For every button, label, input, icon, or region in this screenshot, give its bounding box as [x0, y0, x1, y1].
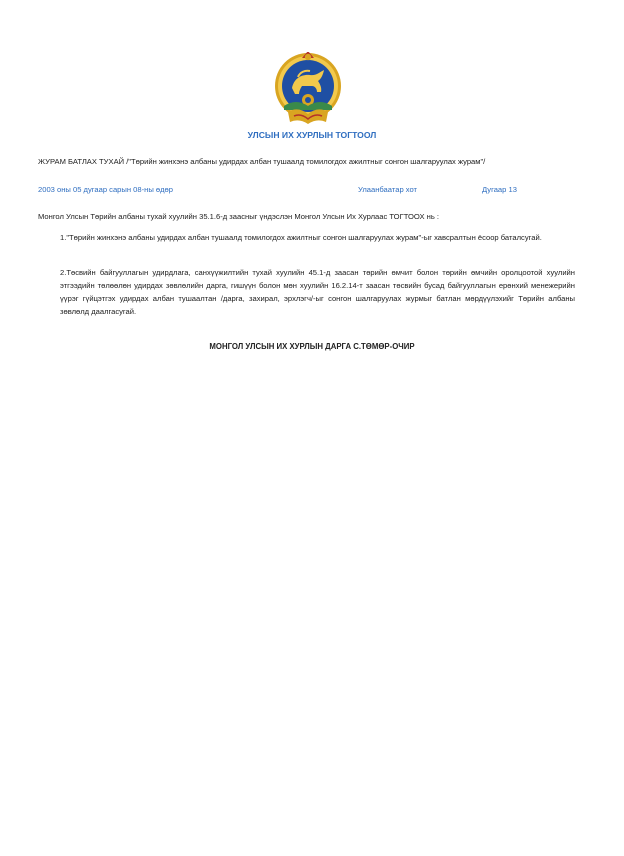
signature-line: МОНГОЛ УЛСЫН ИХ ХУРЛЫН ДАРГА С.ТӨМӨР-ОЧИР [209, 342, 415, 351]
document-heading: УЛСЫН ИХ ХУРЛЫН ТОГТООЛ [247, 130, 377, 140]
resolution-item-2: 2.Төсвийн байгууллагын удирдлага, санхүүжилтийн тухай хуулийн 45.1-д заасан төрийн өмчит болон төрийн өмчийн оролцоотой хуулийн этгээдийн төлөөлөн удирдах зөвлөлийн дарга, гишүүн болон мөн хуулийн 16.2.14-т заасан төсвийн бусад байгууллагын ерөнхий менежерийн үүрэг гүйцэтгэх удирдах албан тушаалтан /дарга, захирал, эрхлэгч/-ыг сонгон шалгаруулах журмыг батлан мөрдүүлэхийг Төрийн албаны зөвлөлд даалгасугай. [60, 268, 575, 316]
document-place: Улаанбаатар хот [358, 185, 418, 194]
intro-paragraph: Монгол Улсын Төрийн албаны тухай хуулийн 35.1.6-д заасныг үндэслэн Монгол Улсын Их Хурлаас ТОГТООХ нь : [38, 212, 440, 221]
state-emblem-icon [272, 52, 344, 128]
resolution-item-1: 1."Төрийн жинхэнэ албаны удирдах албан тушаалд томилогдох ажилтныг сонгон шалгаруулах журам"-ыг хавсралтын ёсоор баталсугай. [60, 233, 542, 242]
document-date: 2003 оны 05 дугаар сарын 08-ны өдөр [38, 185, 173, 194]
document-number: Дугаар 13 [482, 185, 517, 194]
document-subject: ЖУРАМ БАТЛАХ ТУХАЙ /"Төрийн жинхэнэ албаны удирдах албан тушаалд томилогдох ажилтныг сонгон шалгаруулах журам"/ [38, 157, 486, 166]
